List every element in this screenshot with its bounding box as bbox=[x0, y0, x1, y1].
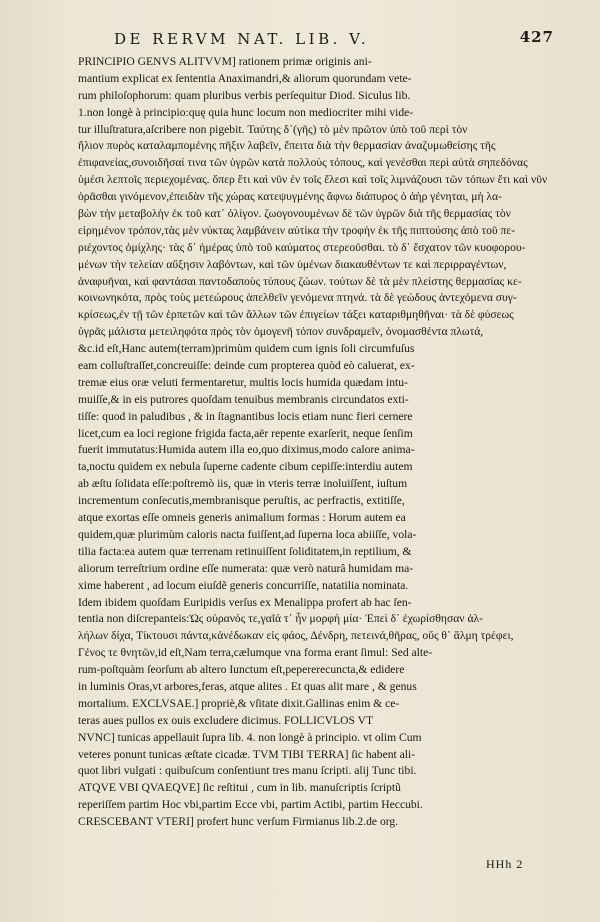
text-line: μένων τὴν τελείαν αὔξησιν λαβόντων, καὶ τῶν ὑμένων διακαυθέντων τε καὶ περιρραγέντων, bbox=[78, 257, 507, 271]
text-line: κρίσεως,ἐν τῇ τῶν ἑρπετῶν καὶ τῶν ἄλλων τῶν ἐπιγείων τάξει καταριθμηθῆναι· τὰ δὲ φύσεως bbox=[78, 308, 514, 322]
text-line: CRESCEBANT VTERI] profert hunc verſum Firmianus lib.2.de org. bbox=[78, 815, 399, 829]
text-line: βὼν τὴν μεταβολὴν ἐκ τοῦ κατ᾽ ὀλίγον. ζωογονουμένων δὲ τῶν ὑγρῶν διὰ τῆς θερμασίας τὸν bbox=[78, 207, 511, 221]
signature-mark: HHh 2 bbox=[486, 857, 524, 871]
text-line: reperiſſem partim Hoc vbi,partim Ecce vbi, partim Actibi, partim Heccubi. bbox=[78, 798, 423, 812]
text-line: εἰρημένον τρόπον,τὰς μὲν νύκτας λαμβάνειν αὐτίκα τὴν τροφὴν ἐκ τῆς πιπτούσης ἀπὸ τοῦ πε- bbox=[78, 223, 516, 237]
text-line: atque exortas eſſe omneis generis animalium formas : Horum autem ea bbox=[78, 511, 406, 525]
text-line: mortalium. EXCLVSAE.] propriè,& vſitate dixit.Gallinas enim & ce- bbox=[78, 696, 400, 710]
text-line: ριέχοντος ὁμίχλης· τὰς δ᾽ ἡμέρας ὑπὸ τοῦ καύματος στερεοῦσθαι. τὸ δ᾽ ἔσχατον τῶν κυοφορου- bbox=[78, 240, 526, 254]
text-line: licet,cum ea loci regione frigida facta,aër repente exarſerit, neque ſenſim bbox=[78, 426, 413, 440]
text-line: NVNC] tunicas appellauit ſupra lib. 4. non longè à principio. vt olim Cum bbox=[78, 730, 422, 744]
page-header bbox=[64, 30, 554, 50]
text-line: 1.non longè à principio:quę quia hunc locum non mediocriter mihi vide- bbox=[78, 105, 414, 119]
text-line: ὑγρᾶς μάλιστα μετειληφότα πρὸς τὸν ὁμογενῆ τόπον συνδραμεῖν, ὀνομασθέντα πλωτά, bbox=[78, 325, 484, 339]
text-line: ὁρᾶσθαι γινόμενον,ἐπειδὰν τῆς χώρας κατεψυγμένης ἄφνω διάπυρος ὁ ἀὴρ γένηται, μὴ λα- bbox=[78, 190, 502, 204]
text-line: tremæ eius oræ veluti fermentaretur, multis locis humida quædam intu- bbox=[78, 375, 408, 389]
text-line: tilia facta:ea autem quæ terrenam retinuiſſent ſoliditatem,in reptilium, & bbox=[78, 544, 412, 558]
text-line: λήλων δίχα, Τίκτουσι πάντα,κἀνέδωκαν εἰς φάος, Δένδρη, πετεινά,θῆρας, οὕς θ᾽ ἅλμη τρέφει, bbox=[78, 629, 514, 643]
text-line: &c.id eſt,Hanc autem(terram)primùm quidem cum ignis ſoli circumfuſus bbox=[78, 342, 415, 356]
text-line: PRINCIPIO GENVS ALITVVM] rationem primæ originis ani- bbox=[78, 55, 372, 68]
text-line: in luminis Oras,vt arbores,feras, atque alites . Et quas alit mare , & genus bbox=[78, 679, 417, 693]
text-line: ἐπιφανείας,συνοιδῆσαί τινα τῶν ὑγρῶν κατὰ πολλοὺς τόπους, καὶ γενέσθαι περὶ αὐτὰ σηπεδόνας bbox=[78, 156, 528, 170]
text-line: veteres ponunt tunicas æſtate cicadæ. TVM TIBI TERRA] ſic habent ali- bbox=[78, 747, 416, 761]
text-line: quot libri vulgati : quibuſcum conſentiunt tres manu ſcripti. alij Tunc tibi. bbox=[78, 764, 417, 778]
text-line: Γένος τε θνητῶν,id eſt,Nam terra,cælumque vna forma erant ſimul: Sed alte- bbox=[78, 646, 433, 660]
text-line: eam colluſtraſſet,concreuiſſe: deinde cum propterea quòd eò caluerat, ex- bbox=[78, 359, 415, 373]
text-line: tur illuſtratura,aſcribere non pigebit. Ταύτης δ᾽(γῆς) τὸ μὲν πρῶτον ὑπὸ τοῦ περὶ τὸν bbox=[78, 122, 468, 136]
text-line: ὑμέσι λεπτοῖς περιεχομένας. ὅπερ ἔτι καὶ νῦν ἐν τοῖς ἕλεσι καὶ τοῖς λιμνάζουσι τῶν τόπων ἔτι καὶ νῦν bbox=[78, 173, 548, 187]
text-line: ATQVE VBI QVAEQVE] ſic reſtitui , cum in lib. manuſcriptis ſcriptũ bbox=[78, 781, 401, 795]
text-line: ἥλιον πυρὸς καταλαμπομένης πῆξιν λαβεῖν, ἔπειτα διὰ τὴν θερμασίαν ἀναζυμωθείσης τῆς bbox=[78, 139, 496, 153]
commentary-text bbox=[78, 54, 576, 831]
text-line: ab æſtu ſolidata eſſe:poſtremò iis, quæ in vteris terræ inoluiſſent, iuſtum bbox=[78, 477, 408, 491]
text-line: incrementum conſecutis,membranisque peruſtis, ac perfractis, extitiſſe, bbox=[78, 494, 405, 508]
text-line: quidem,quæ plurimùm caloris nacta fuiſſent,ad ſuperna loca abiiſſe, vola- bbox=[78, 527, 417, 541]
text-line: κοινωνηκότα, πρὸς τοὺς μετεώρους ἀπελθεῖν γενόμενα πτηνά. τὰ δὲ γεώδους ἀντεχόμενα συγ- bbox=[78, 291, 517, 305]
text-line: rum philoſophorum: quam pluribus verbis perſequitur Diod. Siculus lib. bbox=[78, 88, 411, 102]
text-line: fuerit immutatus:Humida autem illa eo,quo diximus,modo calore anima- bbox=[78, 443, 415, 457]
text-line: teras aues pullos ex ouis excludere dicimus. FOLLICVLOS VT bbox=[78, 713, 374, 727]
text-line: rum-poſtquàm ſeorſum ab altero Iunctum eſt,pepererecuncta,& edidere bbox=[78, 663, 405, 677]
text-line: xime haberent , ad locum eiuſdẽ generis concurriſſe, natatilia nominata. bbox=[78, 578, 409, 592]
text-line: aliorum terreſtrium ordine eſſe numerata: quæ verò naturâ humidam ma- bbox=[78, 561, 414, 575]
text-line: mantium explicat ex ſententia Anaximandri,& aliorum quorundam vete- bbox=[78, 71, 412, 85]
text-line: tentia non diſcrepanteis:Ὡς οὐρανός τε,γαῖά τ᾽ ἦν μορφὴ μία· Ἐπεὶ δ᾽ ἐχωρίσθησαν ἀλ- bbox=[78, 612, 483, 626]
text-line: Idem ibidem quoſdam Euripidis verſus ex Menalippa profert ab hac ſen- bbox=[78, 595, 412, 609]
text-line: muiſſe,& in eis putrores quoſdam tenuibus membranis circundatos exti- bbox=[78, 392, 409, 406]
page-number: 427 bbox=[519, 28, 554, 46]
text-line: ta,noctu quidem ex nebula ſuperne cadente cibum cepiſſe:interdiu autem bbox=[78, 460, 413, 474]
running-head: DE RERVM NAT. LIB. V. bbox=[114, 30, 370, 48]
text-line: tiſſe: quod in paludibus , & in ſtagnantibus locis etiam nunc fieri cernere bbox=[78, 409, 413, 423]
text-line: ἀναφυῆναι, καὶ φαντάσαι παντοδαποὺς τύπους ζώων. τούτων δὲ τὰ μὲν πλείστης θερμασίας κε- bbox=[78, 274, 522, 288]
